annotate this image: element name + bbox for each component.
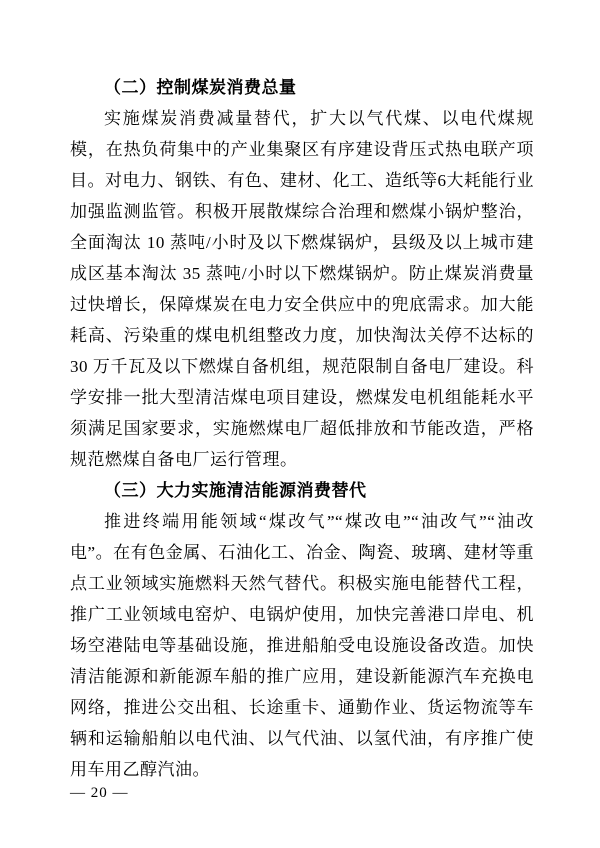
paragraph-coal-consumption-control: 实施煤炭消费减量替代，扩大以气代煤、以电代煤规模，在热负荷集中的产业集聚区有序建设背压式热电联产项目。对电力、钢铁、有色、建材、化工、造纸等6大耗能行业加强监测监管。积极开展散煤综合治理和燃煤小锅炉整治，全面淘汰 10 蒸吨/小时及以下燃煤锅炉，县级及以上城市建成区基本淘汰 35 蒸吨/小时以下燃煤锅炉。防止煤炭消费量过快增长，保障煤炭在电力安全供应中的兜底需求。加大能耗高、污染重的煤电机组整改力度，加快淘汰关停不达标的 30 万千瓦及以下燃煤自备机组，规范限制自备电厂建设。科学安排一批大型清洁煤电项目建设，燃煤发电机组能耗水平须满足国家要求，实施燃煤电厂超低排放和节能改造，严格规范燃煤自备电厂运行管理。 (70, 109, 534, 469)
section-heading-coal-consumption-control: （二）控制煤炭消费总量 (104, 78, 297, 97)
page-number: — 20 — (70, 785, 129, 801)
section-heading-clean-energy-substitution: （三）大力实施清洁能源消费替代 (104, 481, 367, 500)
document-body (70, 72, 534, 785)
paragraph-clean-energy-substitution: 推进终端用能领域“煤改气”“煤改电”“油改气”“油改电”。在有色金属、石油化工、冶金、陶瓷、玻璃、建材等重点工业领域实施燃料天然气替代。积极实施电能替代工程，推广工业领域电窑炉、电锅炉使用，加快完善港口岸电、机场空港陆电等基础设施，推进船舶受电设施设备改造。加快清洁能源和新能源车船的推广应用，建设新能源汽车充换电网络，推进公交出租、长途重卡、通勤作业、货运物流等车辆和运输船舶以电代油、以气代油、以氢代油，有序推广使用车用乙醇汽油。 (70, 512, 534, 779)
